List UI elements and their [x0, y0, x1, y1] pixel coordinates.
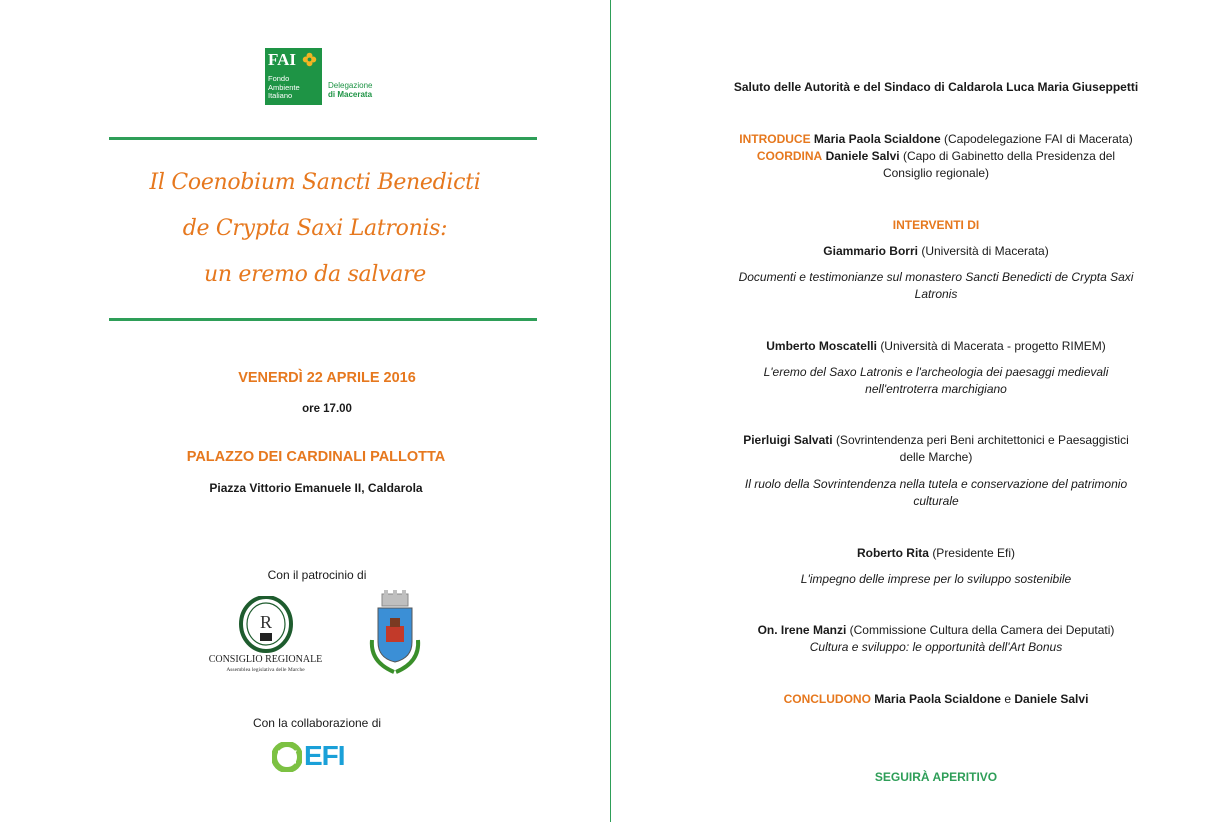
talk-title-continued: Latronis [914, 287, 958, 301]
talk-title-continued: nell'entroterra marchigiano [865, 382, 1007, 396]
talk-title-continued: culturale [913, 494, 959, 508]
fai-logo-box [265, 48, 322, 105]
introduce-label: INTRODUCE [739, 132, 811, 146]
event-title-line: Il Coenobium Sancti Benedicti [149, 170, 481, 195]
aperitivo-note: SEGUIRÀ APERITIVO [874, 770, 998, 784]
conclusion-name: Maria Paola Scialdone [874, 692, 1001, 706]
speaker-line [671, 545, 1201, 562]
coordina-label: COORDINA [756, 149, 823, 163]
coordina-name: Daniele Salvi [825, 149, 900, 163]
efi-logo-text: EFI [304, 740, 345, 771]
left-panel [0, 0, 610, 822]
consiglio-logo-subtitle: Assemblea legislativa delle Marche [226, 667, 305, 673]
event-venue: PALAZZO DEI CARDINALI PALLOTTA [186, 449, 446, 465]
speaker-name: Pierluigi Salvati [743, 433, 833, 447]
event-address: Piazza Vittorio Emanuele II, Caldarola [209, 481, 423, 495]
interventi-heading: INTERVENTI DI [892, 218, 980, 232]
event-title-line: un eremo da salvare [203, 262, 426, 287]
speaker-name: On. Irene Manzi [757, 623, 847, 637]
comune-caldarola-crest-icon [364, 590, 424, 676]
speaker-name: Giammario Borri [823, 244, 918, 258]
introduce-role: (Capodelegazione FAI di Macerata) [943, 132, 1133, 146]
talk-title: L'eremo del Saxo Latronis e l'archeologia dei paesaggi medievali [763, 365, 1109, 379]
event-title-line: de Crypta Saxi Latronis: [182, 216, 448, 241]
coordina-line [671, 148, 1201, 165]
conclusion-name-2: Daniele Salvi [1014, 692, 1089, 706]
collaboration-label: Con la collaborazione di [252, 716, 382, 730]
coordina-role-continued: Consiglio regionale) [882, 166, 990, 180]
speaker-line [671, 243, 1201, 260]
flower-icon [302, 52, 317, 67]
consiglio-logo-title: CONSIGLIO REGIONALE [208, 654, 323, 665]
fai-sub-line: Ambiente [268, 82, 300, 92]
introduce-line [671, 131, 1201, 148]
consiglio-regionale-logo [208, 596, 323, 676]
speaker-role: (Presidente Efi) [932, 546, 1016, 560]
delegation-line: Delegazione [328, 81, 373, 90]
talk-title: L'impegno delle imprese per lo sviluppo sostenibile [800, 572, 1072, 586]
event-date: VENERDÌ 22 APRILE 2016 [238, 370, 416, 386]
speaker-line [671, 432, 1201, 449]
speaker-name: Roberto Rita [856, 546, 929, 560]
fai-subtitle [268, 75, 300, 101]
greeting: Saluto delle Autorità e del Sindaco di Caldarola Luca Maria Giuseppetti [733, 80, 1139, 94]
fai-logo [265, 48, 383, 106]
title-rule-bottom [109, 318, 537, 321]
speaker-line [671, 622, 1201, 639]
speaker-role-continued: delle Marche) [899, 450, 973, 464]
speaker-role: (Commissione Cultura della Camera dei Deputati) [849, 623, 1115, 637]
efi-mark-icon [272, 742, 302, 772]
talk-title: Cultura e sviluppo: le opportunità dell'Art Bonus [809, 640, 1063, 654]
speaker-name: Umberto Moscatelli [766, 339, 877, 353]
speaker-role: (Università di Macerata) [921, 244, 1049, 258]
fai-delegation [328, 81, 372, 99]
svg-text:R: R [259, 612, 273, 632]
introduce-name: Maria Paola Scialdone [813, 132, 941, 146]
coordina-role: (Capo di Gabinetto della Presidenza del [902, 149, 1116, 163]
right-panel [611, 0, 1222, 822]
fai-sub-line: Fondo [268, 74, 290, 83]
consiglio-emblem-icon [208, 596, 323, 654]
conclusion-label: CONCLUDONO [783, 692, 871, 706]
fai-brand-text: FAI [268, 50, 297, 69]
speaker-role: (Sovrintendenza peri Beni architettonici e Paesaggistici [835, 433, 1129, 447]
speaker-role: (Università di Macerata - progetto RIMEM) [880, 339, 1106, 353]
fai-sub-line: Italiano [268, 91, 293, 100]
speaker-line [671, 338, 1201, 355]
conclusion-conj: e [1004, 692, 1012, 706]
efi-logo [272, 740, 362, 774]
conclusion-line [671, 691, 1201, 708]
title-rule-top [109, 137, 537, 140]
event-time: ore 17.00 [302, 403, 352, 415]
patronage-label: Con il patrocinio di [267, 568, 367, 582]
talk-title: Documenti e testimonianze sul monastero Sancti Benedicti de Crypta Saxi [738, 270, 1134, 284]
delegation-line: di Macerata [328, 90, 373, 99]
talk-title: Il ruolo della Sovrintendenza nella tutela e conservazione del patrimonio [744, 477, 1128, 491]
